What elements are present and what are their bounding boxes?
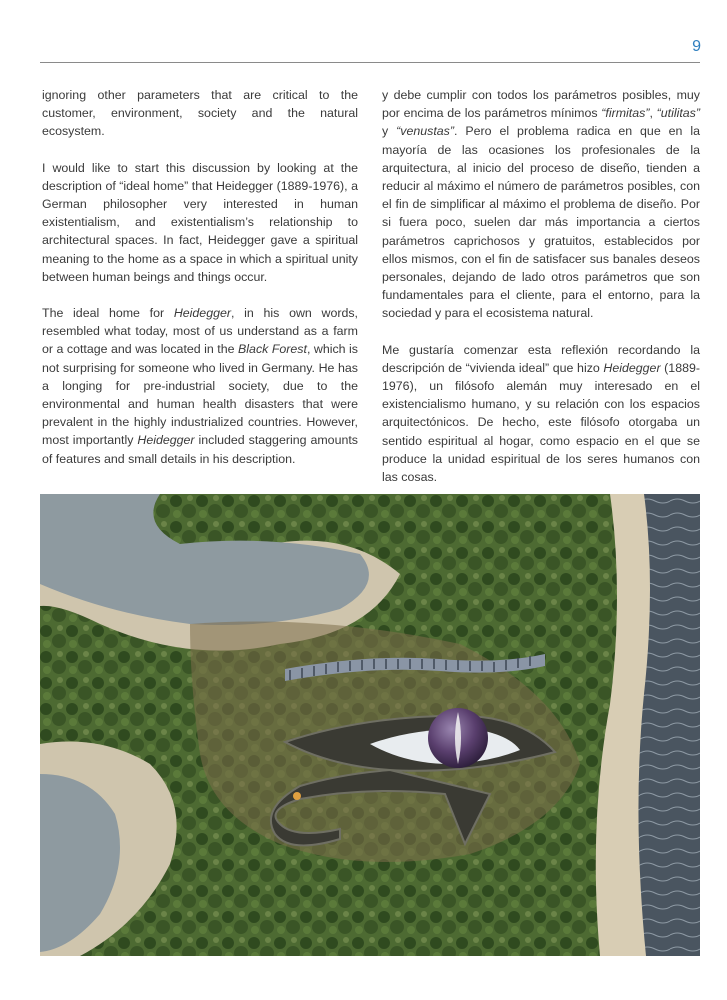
paragraph: ignoring other parameters that are critical to the customer, environment, society and the natural ecosystem. (42, 88, 358, 139)
english-column (42, 86, 358, 486)
text-span: Me gustaría comenzar esta reflexión recordando la descripción de “vivienda ideal” que hizo (382, 342, 700, 375)
text-span: The ideal home for (42, 306, 174, 321)
text-span: y debe cumplir con todos los parámetros posibles, muy por encima de los parámetros mínimos (382, 88, 700, 121)
italic-text: “utilitas” (656, 106, 700, 121)
text-span: (1889-1976), un filósofo alemán muy interesado en el existencialismo humano, y su relación con los espacios arquitectónicos. De hecho, este filósofo otorgaba un sentido espiritual al hogar, como espacio en el que se produce la unidad espiritual de los seres humanos con las cosas. (382, 360, 701, 485)
text-span: , in his own words, resembled what today, most of us understand as a farm or a cottage and was located in the (42, 306, 358, 357)
header-rule (40, 62, 700, 63)
paragraph (42, 304, 358, 468)
italic-text: Heidegger (173, 306, 232, 321)
aerial-photo-eye-house (40, 494, 700, 956)
text-span: , which is not surprising for someone who lived in Germany. He has a longing for pre-industrial society, due to the environmental and human health disasters that were prevalent in the highly industrialized countries. However, most importantly (42, 342, 358, 448)
fire-spot (293, 792, 301, 800)
aerial-photo-illustration (40, 494, 700, 956)
italic-text: Heidegger (137, 433, 195, 448)
italic-text: “firmitas” (601, 106, 650, 121)
text-span: , (649, 106, 657, 121)
page-number: 9 (692, 38, 701, 55)
paragraph (382, 341, 700, 487)
italic-text: Heidegger (603, 360, 661, 375)
text-span: y (382, 124, 397, 139)
text-span: included staggering amounts of features and small details in his description. (42, 433, 358, 466)
italic-text: Black Forest (238, 342, 307, 357)
spanish-column (382, 86, 700, 504)
paragraph: I would like to start this discussion by looking at the description of “ideal home” that Heidegger (1889-1976), a German philosopher very interested in human existentialism, and existentialism’s relationship to architectural spaces. In fact, Heidegger gave a spiritual meaning to the home as a space in which a spiritual unity between human beings and things occur. (42, 160, 358, 284)
text-span: . Pero el problema radica en que en la mayoría de las ocasiones los profesionales de la arquitectura, al inicio del proceso de diseño, tienden a reducir al máximo el número de parámetros posibles, con el fin de simplificar al máximo el problema de diseño. Por si fuera poco, suelen dar más importancia a ciertos parámetros caprichosos y gratuitos, establecidos por ellos mismos, con el fin de satisfacer sus banales deseos personales, dejando de lado otros parámetros que son fundamentales para el cliente, para el entorno, para la sociedad y para el ecosistema natural. (382, 124, 701, 321)
italic-text: “venustas” (396, 124, 454, 139)
paragraph (382, 86, 700, 323)
